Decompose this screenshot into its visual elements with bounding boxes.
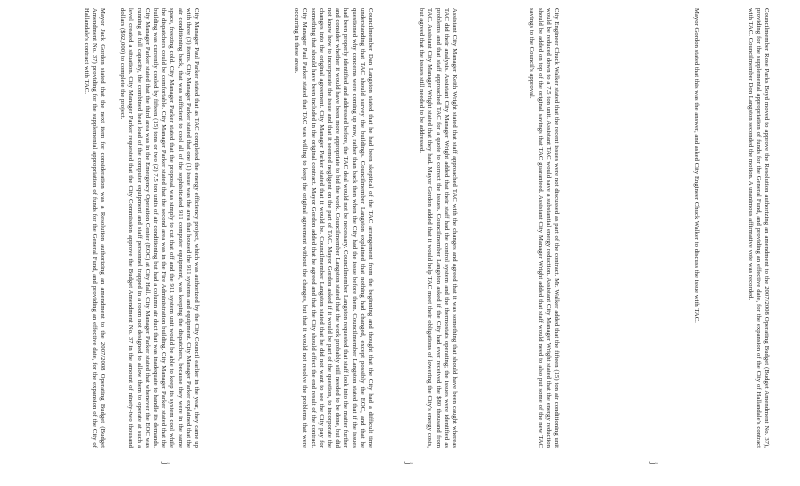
page-mark: j bbox=[649, 462, 659, 465]
paragraph-mayor-introduction bbox=[34, 8, 106, 448]
paragraph-text: Councilmember Rose Parks Boyd moved to approve the Resolution authorizing an amendment to the 2007/2008 Operating Budget (Budget Amendment No. 37), providing for the supplemental appropriation of funds for the General Fund, and providing an effective date, for the expansion of the City of Hallandale's contract with TAC. Councilmember Don Langston seconded the motion. A unanimous affirmative vote was recorded. bbox=[746, 8, 770, 448]
paragraph-text: Mayor Gordon stated that this was the answer, and asked City Engineer Chuck Walker to discuss the issue with TAC. bbox=[693, 8, 700, 323]
paragraph-text: City Engineer Chuck Walker stated that the recent issues were not discussed as part of the contract. Mr. Walker added that the fifteen (15) ton air conditioning unit would be reduced down to a 7.5 ton unit. Assistant TAC would save a substantial energy reduction. Assistant City Manager Wright stated that the energy reduction should be added on top of the original savings that TAC guaranteed. Assistant City Manager Wright added that staff would need to also put some of the new TAC savings to the Council's approval. bbox=[528, 8, 560, 448]
paragraph-assistant-city-manager-wright bbox=[378, 8, 458, 448]
page-mark: j bbox=[161, 462, 171, 465]
paragraph-text: Assistant City Manager Keith Wright stated that staff approached TAC with the changes and agreed that it was something that should have been caught whereas TAC did their analysis. Assistant City Manager Wright added that their staff had the control system and the thermostats operating; the issues were identified as problems and that staff approached TAC for a quote to correct the issues. Councilmember Langston asked if the City had ever received the $80 thousand from TAC. Assistant City Manager Wright stated that they had. Mayor Gordon added that it would help TAC meet their obligations of lowering the City's energy costs, but agreed that the issues still needed to be addressed. bbox=[418, 8, 458, 448]
paragraph-text: City Manager Paul Parker stated that as TAC completed the energy efficiency project, which was authorized by the City Council earlier in the year, they came up with three (3) items. City Manager Parker stated that one (1) issue was the area that housed the 911 systems and equipment. City Manager Parker explained that the air conditioning back, that was sufficient to cool all of the sophisticated 911 computer equipment, was keeping the dispatchers, because they were in the same space, freezing cold. City Manager Parker stated that the proposal was simply to cut that off and the 911 system unit would be able to keep its system cool while the dispatchers could be comfortable. City Manager Parker stated that the second area was in the Fire Administration building. City Manager Parker stated that the building was currently cooled by fifteen (15) tons or two (2) 7.5 ton units of air conditioning but had a column air duct that was inadequate to handle its demands. City Manager Parker stated that the third area was in the Emergency Operation Center (EOC) at City Hall. City Manager Parker stated that whenever the EOC was running at full capacity, the combined heat load of the computer equipment and staff personnel trapped in a room not designed to allow them to operate at such a level created a situation. City Manager Parker requested that the City Commission approve the Budget Amendment No. 37 in the amount of ninety-two thousand dollars ($92,000) to complete the project. bbox=[119, 8, 200, 448]
paragraph-text: Councilmember Dan Langston stated that he had been skeptical of the TAC arrangement from the beginning and thought that the City had a difficult time understanding that TAC should survey the buildings. Councilmember Langston explained that nothing had changed, except possibly the EOC, and that he questioned why concerns were coming up now, rather than back then when the City had the issue before them. Councilmember Langston stated that if the issues had been properly identified and addressed before, the TAC deal would not be necessary. Councilmember Langston requested that staff look into the matter further and consider whether it would have been more appropriate to bid the work. Councilmember Langston stated that the work probably still needed to be done, but did not know how to incorporate the issue and that it seemed negligent on the part of TAC. Mayor Gordon asked if it would be part of the question, to incorporate the changes into the original agreement. City Manager Parker stated that it would be. Councilmember Langston stated that he did not want to see the City pay for something that should have been included in the original contract. Mayor Gordon added that he agreed and that the City should effect the end result of the contract. City Manager Paul Parker stated that TAC was willing to keep the original agreement without the changes, but that it would not resolve the problems that were occurring in these areas. bbox=[293, 8, 374, 448]
page-mark: j bbox=[404, 462, 414, 465]
paragraph-text: Mayor Jack Gordon stated that the next item for consideration was a Resolution authorizing an amendment to the 2007/2008 Operating Budget (Budget Amendment No. 37) providing for the supplemental appropriation of funds for the General Fund, and providing an effective date, for the expansion of the City of Hallandale's contract with TAC. bbox=[82, 8, 106, 448]
paragraph-councilmember-langston bbox=[290, 8, 374, 448]
paragraph-city-engineer-walker bbox=[464, 8, 560, 448]
paragraph-city-manager-parker bbox=[110, 8, 200, 448]
paragraph-motion-and-vote bbox=[680, 8, 770, 448]
